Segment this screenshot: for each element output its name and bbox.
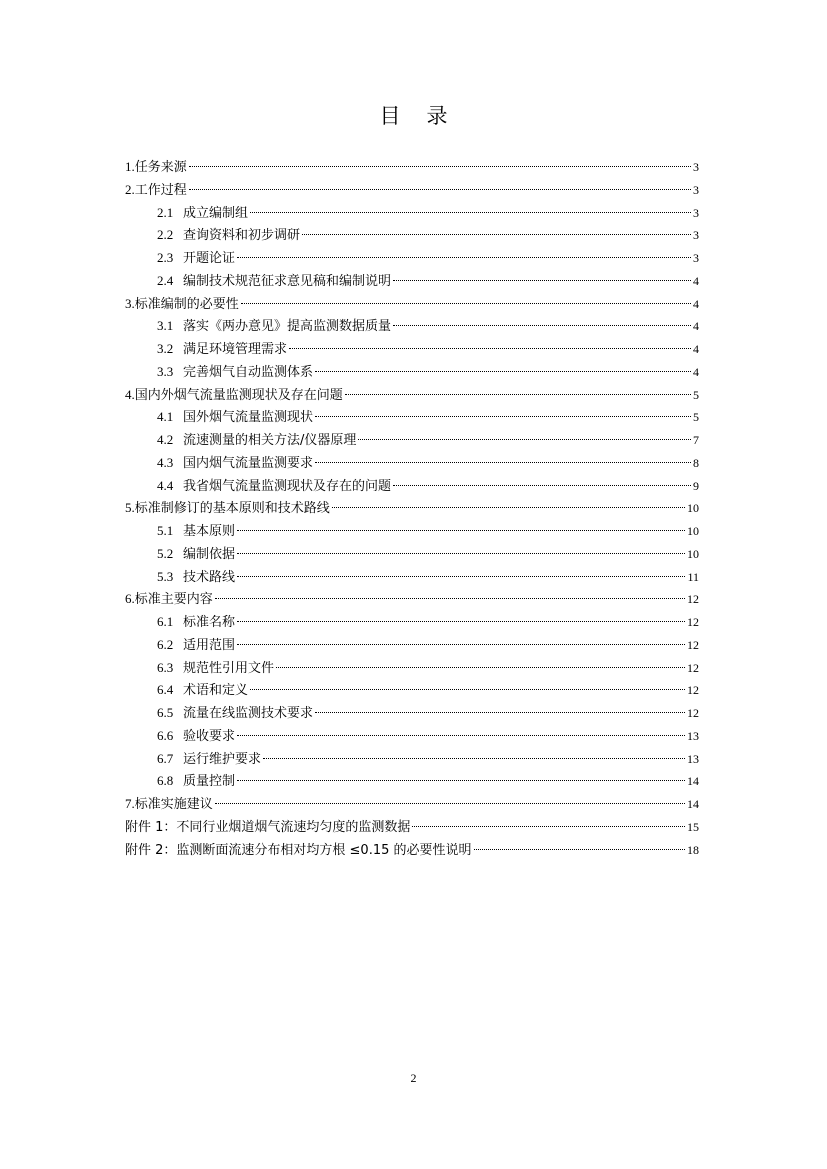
toc-entry-page: 14 bbox=[687, 797, 699, 811]
toc-entry[interactable] bbox=[125, 406, 699, 429]
toc-entry-number: 1. bbox=[125, 159, 135, 174]
toc-entry-number: 4.4 bbox=[157, 477, 174, 493]
toc-entry-number: 6.3 bbox=[157, 659, 174, 675]
toc-entry-page: 3 bbox=[693, 205, 699, 220]
toc-entry-page: 4 bbox=[693, 273, 699, 288]
toc-entry[interactable] bbox=[125, 452, 699, 475]
toc-dot-leader bbox=[237, 553, 685, 554]
toc-entry[interactable] bbox=[125, 770, 699, 793]
toc-entry-label: 落实《两办意见》提高监测数据质量 bbox=[183, 319, 392, 335]
toc-dot-leader bbox=[189, 166, 691, 167]
toc-entry-label: 质量控制 bbox=[183, 774, 236, 790]
toc-entry-label: 国内外烟气流量监测现状及存在问题 bbox=[134, 387, 343, 403]
toc-dot-leader bbox=[315, 416, 691, 417]
toc-entry-page: 14 bbox=[687, 774, 699, 789]
toc-entry-label: 编制依据 bbox=[183, 546, 236, 562]
toc-entry-page: 8 bbox=[693, 455, 699, 470]
toc-entry[interactable] bbox=[125, 679, 699, 702]
toc-entry[interactable] bbox=[125, 179, 699, 202]
toc-entry-label: 任务来源 bbox=[134, 160, 187, 175]
toc-entry-number: 2.2 bbox=[157, 227, 174, 243]
toc-entry-page: 4 bbox=[693, 319, 699, 334]
toc-entry[interactable] bbox=[125, 338, 699, 361]
toc-entry-label: 标准编制的必要性 bbox=[134, 296, 239, 312]
toc-entry-page: 12 bbox=[687, 637, 699, 652]
toc-entry-label: 国内烟气流量监测要求 bbox=[183, 455, 314, 471]
toc-dot-leader bbox=[215, 803, 685, 804]
toc-entry-label: 运行维护要求 bbox=[183, 751, 262, 767]
toc-entry-page: 15 bbox=[687, 819, 699, 834]
toc-entry-page: 12 bbox=[687, 592, 699, 607]
toc-entry-label: 术语和定义 bbox=[183, 683, 249, 699]
toc-entry-page: 12 bbox=[687, 615, 699, 629]
toc-entry[interactable] bbox=[125, 497, 699, 520]
toc-dot-leader bbox=[315, 712, 685, 713]
toc-entry[interactable] bbox=[125, 816, 699, 839]
toc-entry-label: 规范性引用文件 bbox=[183, 660, 275, 676]
toc-entry-label: 开题论证 bbox=[183, 251, 236, 266]
toc-dot-leader bbox=[315, 371, 691, 372]
page-title-char-2: 录 bbox=[426, 104, 448, 128]
toc-entry-page: 3 bbox=[693, 182, 699, 197]
toc-entry-page: 12 bbox=[687, 706, 699, 720]
toc-entry-page: 5 bbox=[693, 387, 699, 402]
toc-dot-leader bbox=[393, 280, 691, 281]
toc-entry-number: 3. bbox=[125, 295, 135, 311]
toc-entry-page: 10 bbox=[687, 524, 699, 538]
toc-entry-number: 6. bbox=[125, 591, 135, 607]
toc-entry-number: 6.6 bbox=[157, 727, 174, 743]
toc-entry-page: 7 bbox=[693, 433, 699, 447]
toc-entry[interactable] bbox=[125, 384, 699, 407]
page-title bbox=[0, 100, 827, 130]
toc-entry-page: 13 bbox=[687, 751, 699, 766]
toc-entry[interactable] bbox=[125, 247, 699, 270]
toc-entry-number: 7. bbox=[125, 796, 135, 811]
toc-entry-number: 5.3 bbox=[157, 568, 174, 584]
toc-entry-label: 完善烟气自动监测体系 bbox=[183, 364, 314, 380]
toc-entry-number: 6.2 bbox=[157, 636, 174, 652]
page-number: 2 bbox=[410, 1071, 417, 1085]
toc-dot-leader bbox=[332, 507, 685, 508]
toc-entry-page: 4 bbox=[693, 296, 699, 311]
toc-dot-leader bbox=[276, 667, 685, 668]
toc-dot-leader bbox=[237, 735, 685, 736]
toc-entry-label: 流量在线监测技术要求 bbox=[183, 706, 314, 721]
toc-entry-page: 11 bbox=[687, 569, 699, 584]
toc-entry-number: 6.5 bbox=[157, 705, 174, 720]
toc-dot-leader bbox=[189, 189, 691, 190]
toc-dot-leader bbox=[474, 849, 685, 850]
toc-dot-leader bbox=[315, 462, 691, 463]
toc-entry-page: 13 bbox=[687, 728, 699, 743]
toc-entry-number: 6.8 bbox=[157, 773, 174, 789]
toc-entry[interactable] bbox=[125, 475, 699, 498]
toc-entry[interactable] bbox=[125, 748, 699, 771]
toc-entry[interactable] bbox=[125, 725, 699, 748]
toc-entry-number: 2.1 bbox=[157, 204, 174, 220]
toc-entry-number: 2.3 bbox=[157, 250, 174, 265]
toc-entry-page: 3 bbox=[693, 251, 699, 265]
toc-dot-leader bbox=[393, 485, 691, 486]
toc-entry-number: 4.3 bbox=[157, 454, 174, 470]
toc-entry-label: 标准名称 bbox=[183, 615, 236, 630]
toc-entry-number: 5.1 bbox=[157, 523, 174, 538]
toc-entry-label: 适用范围 bbox=[183, 637, 236, 653]
toc-dot-leader bbox=[358, 439, 691, 440]
toc-dot-leader bbox=[263, 758, 685, 759]
toc-entry-label: 标准实施建议 bbox=[134, 797, 213, 812]
toc-entry-label: 工作过程 bbox=[134, 182, 187, 198]
toc-entry-label: 附件 2：监测断面流速分布相对均方根 ≤0.15 的必要性说明 bbox=[125, 842, 472, 858]
toc-entry[interactable] bbox=[125, 202, 699, 225]
toc-entry-number: 5.2 bbox=[157, 545, 174, 561]
toc-entry[interactable] bbox=[125, 702, 699, 725]
toc-dot-leader bbox=[237, 257, 691, 258]
toc-entry[interactable] bbox=[125, 361, 699, 384]
toc-entry-label: 国外烟气流量监测现状 bbox=[183, 410, 314, 426]
toc-dot-leader bbox=[237, 644, 685, 645]
toc-entry[interactable] bbox=[125, 520, 699, 543]
toc-entry[interactable] bbox=[125, 634, 699, 657]
toc-entry-page: 3 bbox=[693, 228, 699, 243]
toc-dot-leader bbox=[412, 826, 685, 827]
toc-dot-leader bbox=[302, 234, 691, 235]
toc-entry-number: 6.4 bbox=[157, 682, 174, 698]
toc-dot-leader bbox=[237, 621, 685, 622]
toc-entry-number: 6.7 bbox=[157, 750, 174, 766]
toc-dot-leader bbox=[241, 303, 691, 304]
toc-entry-page: 10 bbox=[687, 501, 699, 516]
toc-entry[interactable] bbox=[125, 270, 699, 293]
toc-entry[interactable] bbox=[125, 315, 699, 338]
toc-dot-leader bbox=[237, 576, 685, 577]
toc-dot-leader bbox=[215, 598, 685, 599]
toc-entry-page: 5 bbox=[693, 410, 699, 425]
toc-entry-number: 4. bbox=[125, 386, 135, 402]
toc-entry-page: 18 bbox=[687, 842, 699, 857]
toc-entry-page: 9 bbox=[693, 478, 699, 493]
toc-entry-number: 5. bbox=[125, 500, 135, 516]
toc-entry-label: 我省烟气流量监测现状及存在的问题 bbox=[183, 478, 392, 494]
toc-entry[interactable] bbox=[125, 293, 699, 316]
toc-entry-number: 2.4 bbox=[157, 272, 174, 288]
toc-dot-leader bbox=[237, 780, 685, 781]
toc-dot-leader bbox=[345, 394, 691, 395]
toc-dot-leader bbox=[393, 325, 691, 326]
toc-entry-label: 基本原则 bbox=[183, 524, 236, 539]
toc-entry-label: 验收要求 bbox=[183, 728, 236, 744]
toc-entry-page: 12 bbox=[687, 660, 699, 675]
page-title-char-1: 目 bbox=[379, 104, 401, 128]
toc-dot-leader bbox=[289, 348, 691, 349]
toc-entry-label: 技术路线 bbox=[183, 569, 236, 585]
toc-entry[interactable] bbox=[125, 611, 699, 634]
table-of-contents bbox=[125, 156, 699, 861]
toc-entry-label: 附件 1：不同行业烟道烟气流速均匀度的监测数据 bbox=[125, 819, 411, 835]
toc-entry-label: 标准主要内容 bbox=[134, 592, 213, 608]
toc-entry-page: 12 bbox=[687, 683, 699, 698]
toc-entry-number: 6.1 bbox=[157, 614, 174, 629]
toc-entry-number: 3.1 bbox=[157, 318, 174, 334]
toc-entry[interactable] bbox=[125, 156, 699, 179]
toc-entry-label: 成立编制组 bbox=[183, 205, 249, 221]
toc-entry[interactable] bbox=[125, 657, 699, 680]
toc-entry-page: 4 bbox=[693, 342, 699, 356]
toc-entry-number: 4.1 bbox=[157, 409, 174, 425]
toc-entry[interactable] bbox=[125, 429, 699, 452]
toc-entry-number: 3.2 bbox=[157, 341, 174, 356]
toc-dot-leader bbox=[237, 530, 685, 531]
toc-entry-page: 10 bbox=[687, 546, 699, 561]
toc-entry[interactable] bbox=[125, 224, 699, 247]
toc-entry[interactable] bbox=[125, 566, 699, 589]
toc-entry-page: 3 bbox=[693, 160, 699, 174]
toc-entry-number: 4.2 bbox=[157, 432, 174, 447]
toc-dot-leader bbox=[250, 212, 691, 213]
toc-entry-label: 满足环境管理需求 bbox=[183, 342, 288, 357]
toc-entry[interactable] bbox=[125, 839, 699, 862]
toc-dot-leader bbox=[250, 689, 685, 690]
toc-entry-label: 流速测量的相关方法/仪器原理 bbox=[183, 433, 357, 448]
toc-entry[interactable] bbox=[125, 543, 699, 566]
toc-entry-label: 编制技术规范征求意见稿和编制说明 bbox=[183, 273, 392, 289]
toc-entry-number: 2. bbox=[125, 181, 135, 197]
toc-entry-page: 4 bbox=[693, 364, 699, 379]
toc-entry[interactable] bbox=[125, 793, 699, 816]
toc-entry[interactable] bbox=[125, 588, 699, 611]
toc-entry-number: 3.3 bbox=[157, 363, 174, 379]
toc-entry-label: 标准制修订的基本原则和技术路线 bbox=[134, 501, 330, 517]
toc-entry-label: 查询资料和初步调研 bbox=[183, 228, 301, 244]
